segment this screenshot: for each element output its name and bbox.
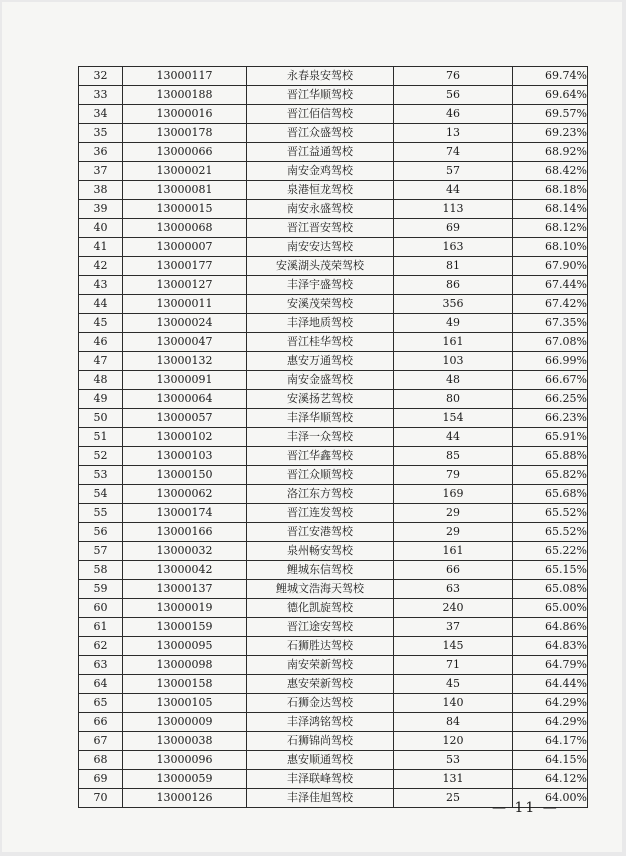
table-row (79, 504, 588, 523)
school-code-cell: 13000177 (123, 257, 247, 276)
rank-cell: 38 (79, 181, 123, 200)
candidate-count-cell: 57 (394, 162, 513, 181)
rank-cell: 54 (79, 485, 123, 504)
pass-rate-cell: 64.83% (513, 637, 588, 656)
candidate-count-cell: 63 (394, 580, 513, 599)
school-code-cell: 13000105 (123, 694, 247, 713)
school-code-cell: 13000159 (123, 618, 247, 637)
school-code-cell: 13000042 (123, 561, 247, 580)
rank-cell: 35 (79, 124, 123, 143)
candidate-count-cell: 131 (394, 770, 513, 789)
table-row (79, 276, 588, 295)
pass-rate-cell: 68.18% (513, 181, 588, 200)
candidate-count-cell: 69 (394, 219, 513, 238)
school-name-cell: 晋江晋安驾校 (247, 219, 394, 238)
table-row (79, 656, 588, 675)
table-row (79, 200, 588, 219)
school-code-cell: 13000024 (123, 314, 247, 333)
rank-cell: 69 (79, 770, 123, 789)
pass-rate-cell: 64.00% (513, 789, 588, 808)
school-code-cell: 13000166 (123, 523, 247, 542)
table-row (79, 428, 588, 447)
school-code-cell: 13000032 (123, 542, 247, 561)
pass-rate-cell: 69.57% (513, 105, 588, 124)
school-name-cell: 晋江安港驾校 (247, 523, 394, 542)
candidate-count-cell: 76 (394, 67, 513, 86)
candidate-count-cell: 46 (394, 105, 513, 124)
rank-cell: 40 (79, 219, 123, 238)
school-name-cell: 晋江众盛驾校 (247, 124, 394, 143)
school-name-cell: 丰泽华顺驾校 (247, 409, 394, 428)
rank-cell: 61 (79, 618, 123, 637)
school-code-cell: 13000021 (123, 162, 247, 181)
rank-cell: 44 (79, 295, 123, 314)
candidate-count-cell: 120 (394, 732, 513, 751)
school-code-cell: 13000158 (123, 675, 247, 694)
school-code-cell: 13000127 (123, 276, 247, 295)
school-name-cell: 南安安达驾校 (247, 238, 394, 257)
rank-cell: 50 (79, 409, 123, 428)
table-row (79, 86, 588, 105)
rank-cell: 43 (79, 276, 123, 295)
school-name-cell: 南安金鸡驾校 (247, 162, 394, 181)
pass-rate-cell: 69.23% (513, 124, 588, 143)
table-row (79, 561, 588, 580)
school-name-cell: 鲤城东信驾校 (247, 561, 394, 580)
candidate-count-cell: 140 (394, 694, 513, 713)
candidate-count-cell: 103 (394, 352, 513, 371)
school-code-cell: 13000009 (123, 713, 247, 732)
school-code-cell: 13000011 (123, 295, 247, 314)
school-code-cell: 13000038 (123, 732, 247, 751)
pass-rate-cell: 67.08% (513, 333, 588, 352)
pass-rate-cell: 69.74% (513, 67, 588, 86)
school-code-cell: 13000081 (123, 181, 247, 200)
candidate-count-cell: 80 (394, 390, 513, 409)
table-row (79, 333, 588, 352)
pass-rate-cell: 65.15% (513, 561, 588, 580)
candidate-count-cell: 85 (394, 447, 513, 466)
candidate-count-cell: 163 (394, 238, 513, 257)
candidate-count-cell: 86 (394, 276, 513, 295)
school-code-cell: 13000132 (123, 352, 247, 371)
school-name-cell: 丰泽鸿铭驾校 (247, 713, 394, 732)
pass-rate-cell: 68.92% (513, 143, 588, 162)
table-body (79, 67, 588, 808)
school-name-cell: 石狮金达驾校 (247, 694, 394, 713)
candidate-count-cell: 66 (394, 561, 513, 580)
rank-cell: 42 (79, 257, 123, 276)
candidate-count-cell: 356 (394, 295, 513, 314)
school-code-cell: 13000096 (123, 751, 247, 770)
candidate-count-cell: 71 (394, 656, 513, 675)
pass-rate-cell: 65.91% (513, 428, 588, 447)
rank-cell: 51 (79, 428, 123, 447)
pass-rate-cell: 66.25% (513, 390, 588, 409)
rank-cell: 56 (79, 523, 123, 542)
pass-rate-cell: 64.29% (513, 713, 588, 732)
table-row (79, 105, 588, 124)
table-row (79, 409, 588, 428)
school-name-cell: 鲤城文浩海天驾校 (247, 580, 394, 599)
rank-cell: 46 (79, 333, 123, 352)
candidate-count-cell: 48 (394, 371, 513, 390)
school-name-cell: 泉港恒龙驾校 (247, 181, 394, 200)
rank-cell: 58 (79, 561, 123, 580)
school-name-cell: 南安荣新驾校 (247, 656, 394, 675)
rank-cell: 45 (79, 314, 123, 333)
rank-cell: 52 (79, 447, 123, 466)
school-code-cell: 13000095 (123, 637, 247, 656)
table-row (79, 181, 588, 200)
rank-cell: 65 (79, 694, 123, 713)
candidate-count-cell: 240 (394, 599, 513, 618)
school-code-cell: 13000016 (123, 105, 247, 124)
table-row (79, 599, 588, 618)
pass-rate-cell: 64.44% (513, 675, 588, 694)
table-row (79, 694, 588, 713)
school-name-cell: 石狮胜达驾校 (247, 637, 394, 656)
school-name-cell: 安溪茂荣驾校 (247, 295, 394, 314)
school-code-cell: 13000137 (123, 580, 247, 599)
pass-rate-cell: 69.64% (513, 86, 588, 105)
rank-cell: 67 (79, 732, 123, 751)
rank-cell: 66 (79, 713, 123, 732)
school-name-cell: 洛江东方驾校 (247, 485, 394, 504)
school-name-cell: 惠安万通驾校 (247, 352, 394, 371)
table-row (79, 219, 588, 238)
table-row (79, 143, 588, 162)
pass-rate-cell: 65.82% (513, 466, 588, 485)
candidate-count-cell: 145 (394, 637, 513, 656)
candidate-count-cell: 25 (394, 789, 513, 808)
school-code-cell: 13000174 (123, 504, 247, 523)
school-code-cell: 13000117 (123, 67, 247, 86)
school-name-cell: 晋江华顺驾校 (247, 86, 394, 105)
pass-rate-cell: 64.29% (513, 694, 588, 713)
document-page (2, 2, 622, 852)
pass-rate-cell: 64.17% (513, 732, 588, 751)
table-row (79, 447, 588, 466)
rank-cell: 62 (79, 637, 123, 656)
candidate-count-cell: 44 (394, 181, 513, 200)
school-code-cell: 13000057 (123, 409, 247, 428)
pass-rate-cell: 67.35% (513, 314, 588, 333)
rank-cell: 41 (79, 238, 123, 257)
school-name-cell: 丰泽地质驾校 (247, 314, 394, 333)
school-code-cell: 13000066 (123, 143, 247, 162)
table-row (79, 67, 588, 86)
table-row (79, 675, 588, 694)
school-name-cell: 永春泉安驾校 (247, 67, 394, 86)
school-name-cell: 惠安荣新驾校 (247, 675, 394, 694)
school-code-cell: 13000150 (123, 466, 247, 485)
candidate-count-cell: 49 (394, 314, 513, 333)
table-row (79, 314, 588, 333)
candidate-count-cell: 161 (394, 333, 513, 352)
candidate-count-cell: 81 (394, 257, 513, 276)
candidate-count-cell: 79 (394, 466, 513, 485)
school-code-cell: 13000062 (123, 485, 247, 504)
school-name-cell: 晋江众顺驾校 (247, 466, 394, 485)
table-row (79, 542, 588, 561)
candidate-count-cell: 29 (394, 523, 513, 542)
rank-cell: 32 (79, 67, 123, 86)
pass-rate-cell: 66.99% (513, 352, 588, 371)
driving-school-ranking-table (78, 66, 588, 808)
candidate-count-cell: 37 (394, 618, 513, 637)
rank-cell: 39 (79, 200, 123, 219)
school-name-cell: 德化凯旋驾校 (247, 599, 394, 618)
candidate-count-cell: 169 (394, 485, 513, 504)
rank-cell: 68 (79, 751, 123, 770)
candidate-count-cell: 74 (394, 143, 513, 162)
pass-rate-cell: 66.23% (513, 409, 588, 428)
pass-rate-cell: 68.42% (513, 162, 588, 181)
rank-cell: 70 (79, 789, 123, 808)
pass-rate-cell: 67.44% (513, 276, 588, 295)
table-row (79, 257, 588, 276)
pass-rate-cell: 64.15% (513, 751, 588, 770)
school-name-cell: 晋江桂华驾校 (247, 333, 394, 352)
school-name-cell: 丰泽一众驾校 (247, 428, 394, 447)
rank-cell: 34 (79, 105, 123, 124)
pass-rate-cell: 65.52% (513, 523, 588, 542)
pass-rate-cell: 65.08% (513, 580, 588, 599)
pass-rate-cell: 64.86% (513, 618, 588, 637)
table-row (79, 485, 588, 504)
pass-rate-cell: 64.79% (513, 656, 588, 675)
rank-cell: 59 (79, 580, 123, 599)
table-row (79, 580, 588, 599)
candidate-count-cell: 56 (394, 86, 513, 105)
school-code-cell: 13000047 (123, 333, 247, 352)
table-row (79, 390, 588, 409)
school-code-cell: 13000103 (123, 447, 247, 466)
pass-rate-cell: 68.14% (513, 200, 588, 219)
rank-cell: 36 (79, 143, 123, 162)
rank-cell: 48 (79, 371, 123, 390)
school-code-cell: 13000098 (123, 656, 247, 675)
school-code-cell: 13000102 (123, 428, 247, 447)
school-name-cell: 南安永盛驾校 (247, 200, 394, 219)
school-name-cell: 晋江佰信驾校 (247, 105, 394, 124)
school-name-cell: 丰泽佳旭驾校 (247, 789, 394, 808)
rank-cell: 33 (79, 86, 123, 105)
school-name-cell: 安溪扬艺驾校 (247, 390, 394, 409)
school-code-cell: 13000007 (123, 238, 247, 257)
table-row (79, 371, 588, 390)
pass-rate-cell: 66.67% (513, 371, 588, 390)
school-name-cell: 晋江连发驾校 (247, 504, 394, 523)
pass-rate-cell: 68.12% (513, 219, 588, 238)
school-code-cell: 13000064 (123, 390, 247, 409)
table-row (79, 713, 588, 732)
school-code-cell: 13000019 (123, 599, 247, 618)
school-name-cell: 石狮锦尚驾校 (247, 732, 394, 751)
rank-cell: 57 (79, 542, 123, 561)
school-name-cell: 晋江益通驾校 (247, 143, 394, 162)
table-row (79, 238, 588, 257)
table-row (79, 618, 588, 637)
pass-rate-cell: 65.52% (513, 504, 588, 523)
school-code-cell: 13000091 (123, 371, 247, 390)
table-row (79, 352, 588, 371)
pass-rate-cell: 65.00% (513, 599, 588, 618)
rank-cell: 49 (79, 390, 123, 409)
school-code-cell: 13000188 (123, 86, 247, 105)
table-row (79, 162, 588, 181)
school-name-cell: 安溪湖头茂荣驾校 (247, 257, 394, 276)
school-code-cell: 13000068 (123, 219, 247, 238)
pass-rate-cell: 65.88% (513, 447, 588, 466)
school-code-cell: 13000126 (123, 789, 247, 808)
candidate-count-cell: 113 (394, 200, 513, 219)
school-name-cell: 泉州畅安驾校 (247, 542, 394, 561)
rank-cell: 60 (79, 599, 123, 618)
table-row (79, 732, 588, 751)
page-number: — 11 — (492, 800, 559, 816)
rank-cell: 55 (79, 504, 123, 523)
pass-rate-cell: 65.68% (513, 485, 588, 504)
candidate-count-cell: 154 (394, 409, 513, 428)
table-row (79, 295, 588, 314)
candidate-count-cell: 84 (394, 713, 513, 732)
table-row (79, 466, 588, 485)
school-code-cell: 13000059 (123, 770, 247, 789)
rank-cell: 63 (79, 656, 123, 675)
pass-rate-cell: 67.42% (513, 295, 588, 314)
school-name-cell: 丰泽宇盛驾校 (247, 276, 394, 295)
table-row (79, 751, 588, 770)
rank-cell: 37 (79, 162, 123, 181)
school-code-cell: 13000015 (123, 200, 247, 219)
school-code-cell: 13000178 (123, 124, 247, 143)
school-name-cell: 南安金盛驾校 (247, 371, 394, 390)
school-name-cell: 惠安顺通驾校 (247, 751, 394, 770)
candidate-count-cell: 161 (394, 542, 513, 561)
candidate-count-cell: 53 (394, 751, 513, 770)
candidate-count-cell: 13 (394, 124, 513, 143)
school-name-cell: 丰泽联峰驾校 (247, 770, 394, 789)
candidate-count-cell: 44 (394, 428, 513, 447)
school-name-cell: 晋江途安驾校 (247, 618, 394, 637)
rank-cell: 47 (79, 352, 123, 371)
rank-cell: 64 (79, 675, 123, 694)
rank-cell: 53 (79, 466, 123, 485)
table-row (79, 523, 588, 542)
candidate-count-cell: 29 (394, 504, 513, 523)
pass-rate-cell: 65.22% (513, 542, 588, 561)
pass-rate-cell: 68.10% (513, 238, 588, 257)
candidate-count-cell: 45 (394, 675, 513, 694)
table-row (79, 637, 588, 656)
table-row (79, 124, 588, 143)
table-row (79, 770, 588, 789)
school-name-cell: 晋江华鑫驾校 (247, 447, 394, 466)
pass-rate-cell: 64.12% (513, 770, 588, 789)
pass-rate-cell: 67.90% (513, 257, 588, 276)
